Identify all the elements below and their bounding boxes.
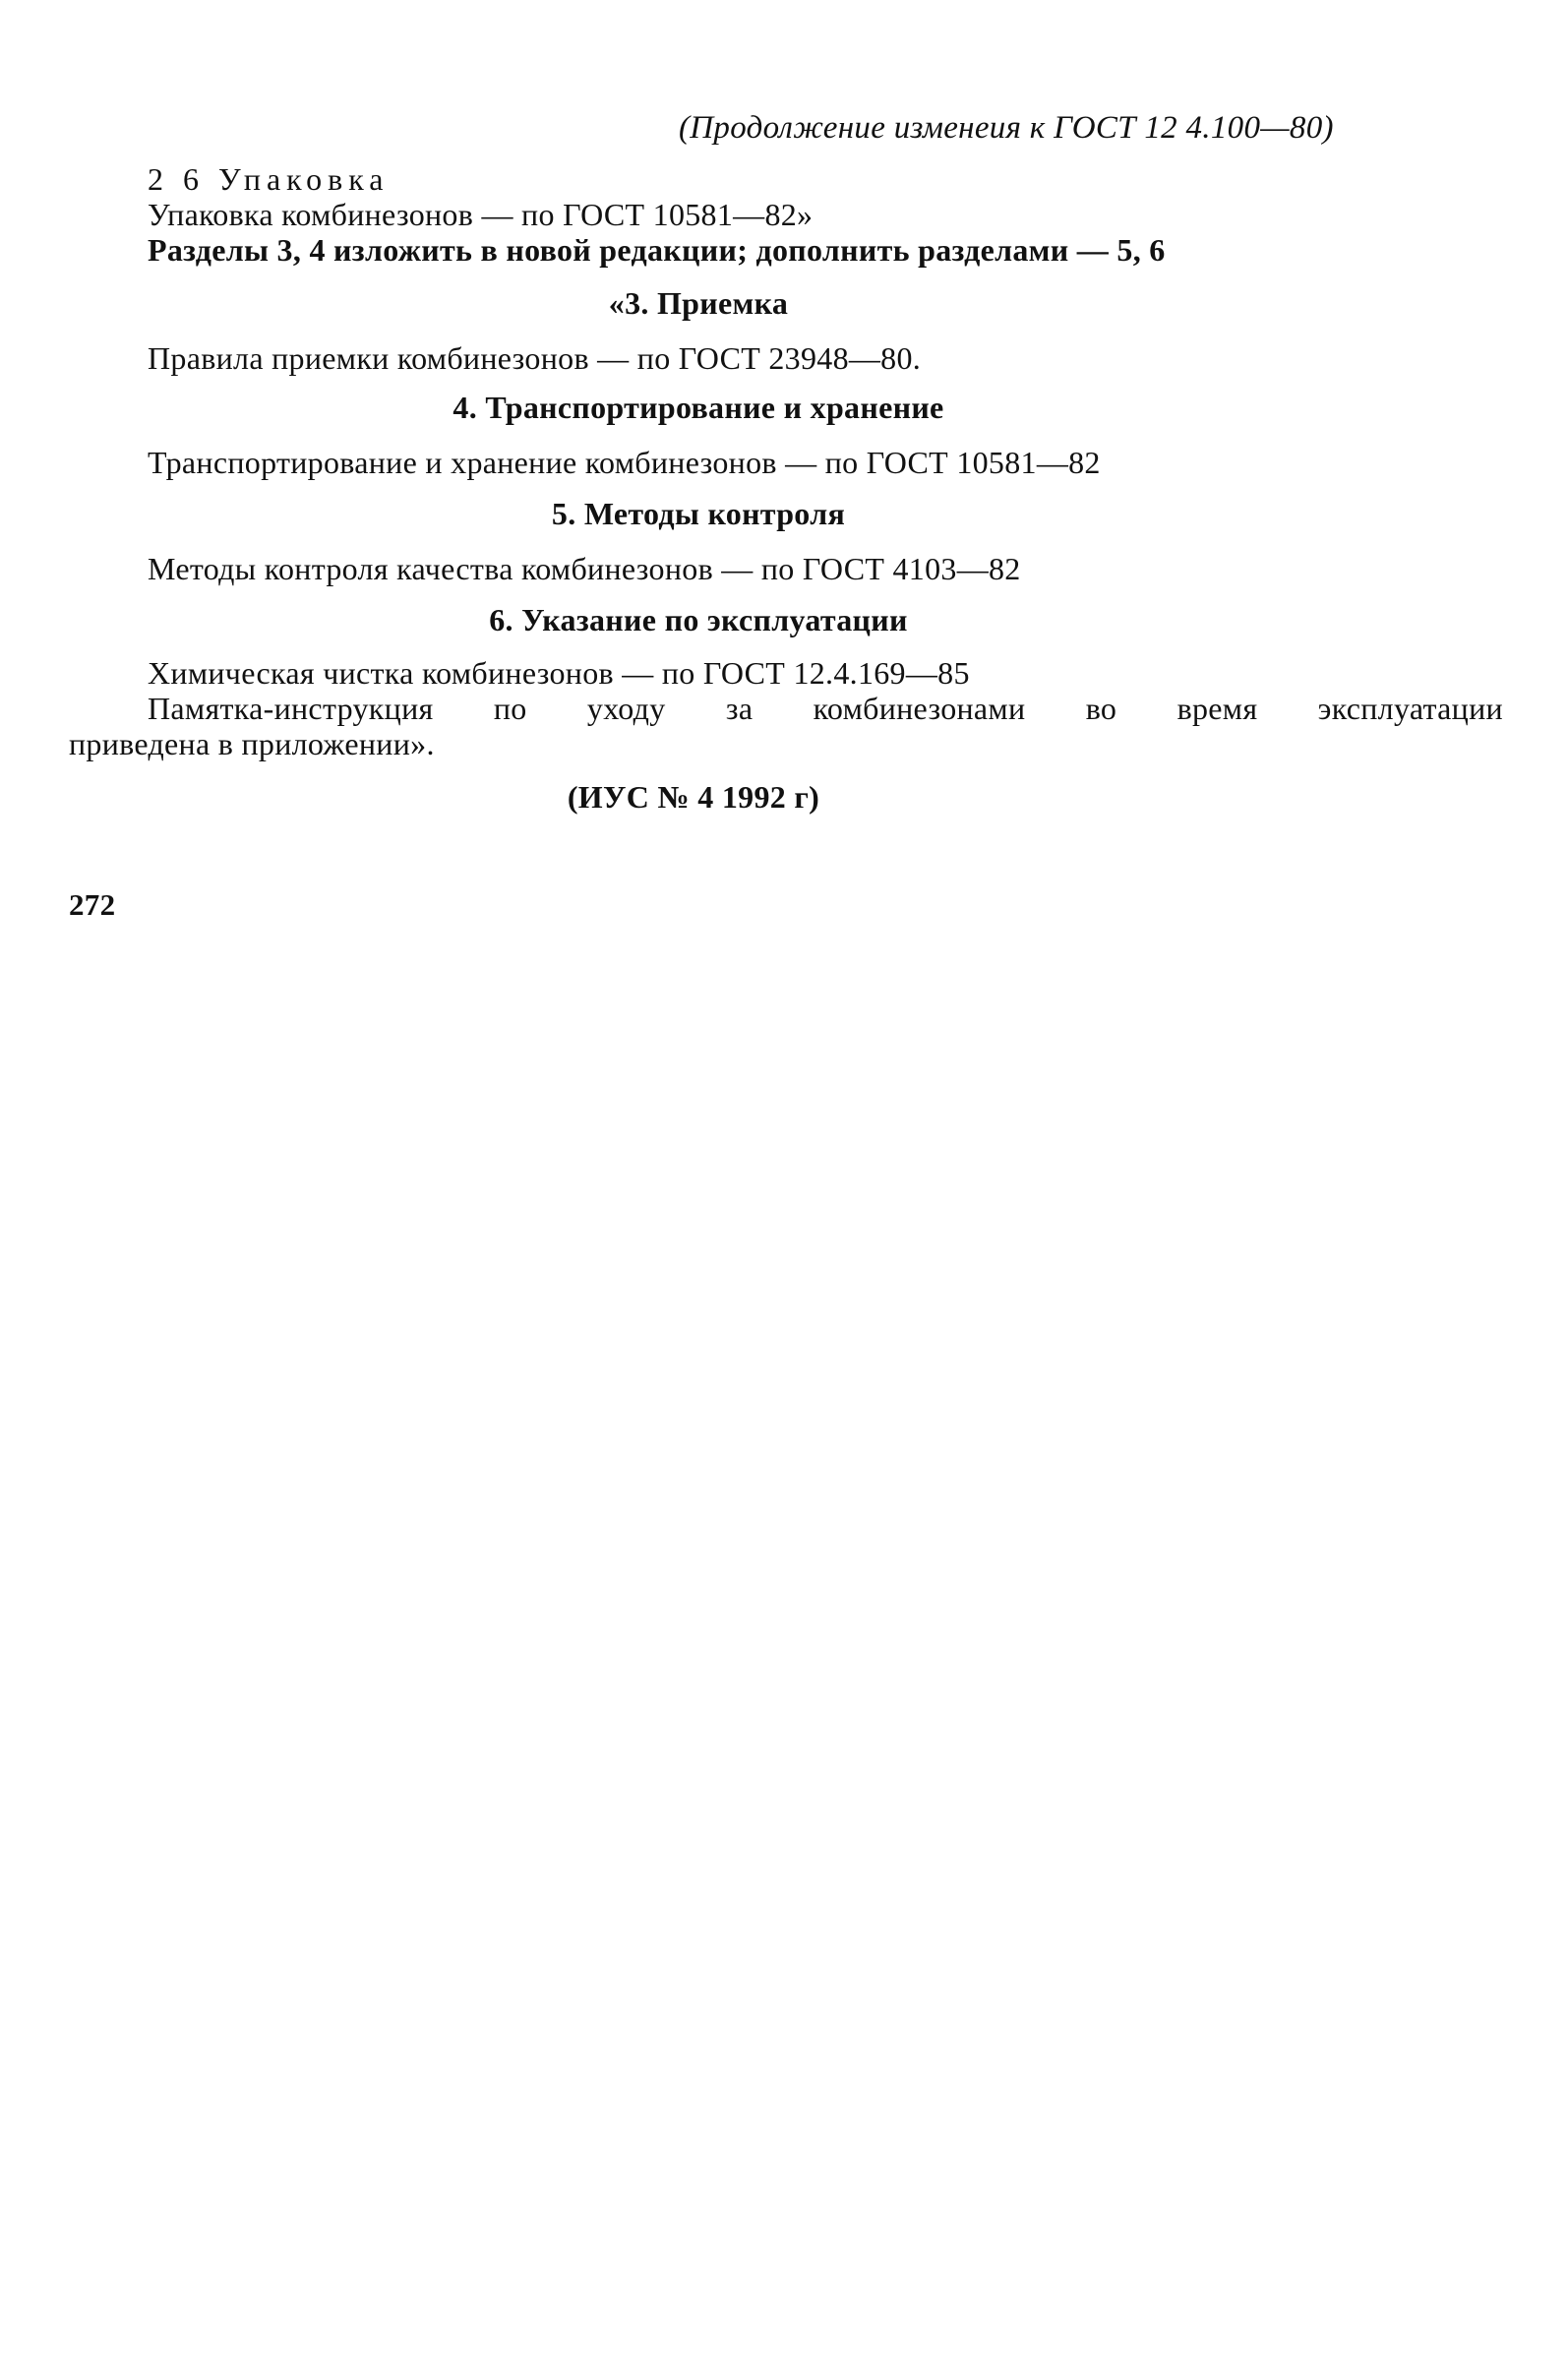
- packaging-title: 2 6 Упаковка: [148, 161, 390, 197]
- acceptance-heading: «3. Приемка: [608, 285, 789, 321]
- acceptance-text: Правила приемки комбинезонов — по ГОСТ 23948—80.: [148, 340, 922, 376]
- memo-word: эксплуатации: [1317, 691, 1503, 726]
- operation-text: Химическая чистка комбинезонов — по ГОСТ 12.4.169—85: [148, 655, 970, 691]
- control-text: Методы контроля качества комбинезонов — по ГОСТ 4103—82: [148, 551, 1021, 586]
- transport-text: Транспортирование и хранение комбинезонов — по ГОСТ 10581—82: [148, 445, 1101, 480]
- continuation-note: (Продолжение изменеия к ГОСТ 12 4.100—80): [679, 110, 1334, 146]
- packaging-text: Упаковка комбинезонов — по ГОСТ 10581—82»: [148, 197, 814, 232]
- memo-word: по: [493, 691, 527, 726]
- memo-word: за: [725, 691, 754, 726]
- memo-line-1: [148, 691, 1503, 726]
- transport-heading: 4. Транспортирование и хранение: [452, 390, 944, 425]
- memo-word: время: [1176, 691, 1258, 726]
- memo-word: комбинезонами: [813, 691, 1026, 726]
- operation-heading: 6. Указание по эксплуатации: [489, 602, 908, 637]
- memo-word: уходу: [586, 691, 666, 726]
- memo-line-2: приведена в приложении».: [69, 726, 435, 761]
- memo-word: во: [1085, 691, 1117, 726]
- control-heading: 5. Методы контроля: [551, 496, 846, 531]
- sections-instruction: Разделы 3, 4 изложить в новой редакции; дополнить разделами — 5, 6: [148, 232, 1166, 268]
- memo-word: Памятка-инструкция: [148, 691, 434, 726]
- page-number: 272: [69, 887, 116, 922]
- ius-reference: (ИУС № 4 1992 г): [567, 779, 820, 815]
